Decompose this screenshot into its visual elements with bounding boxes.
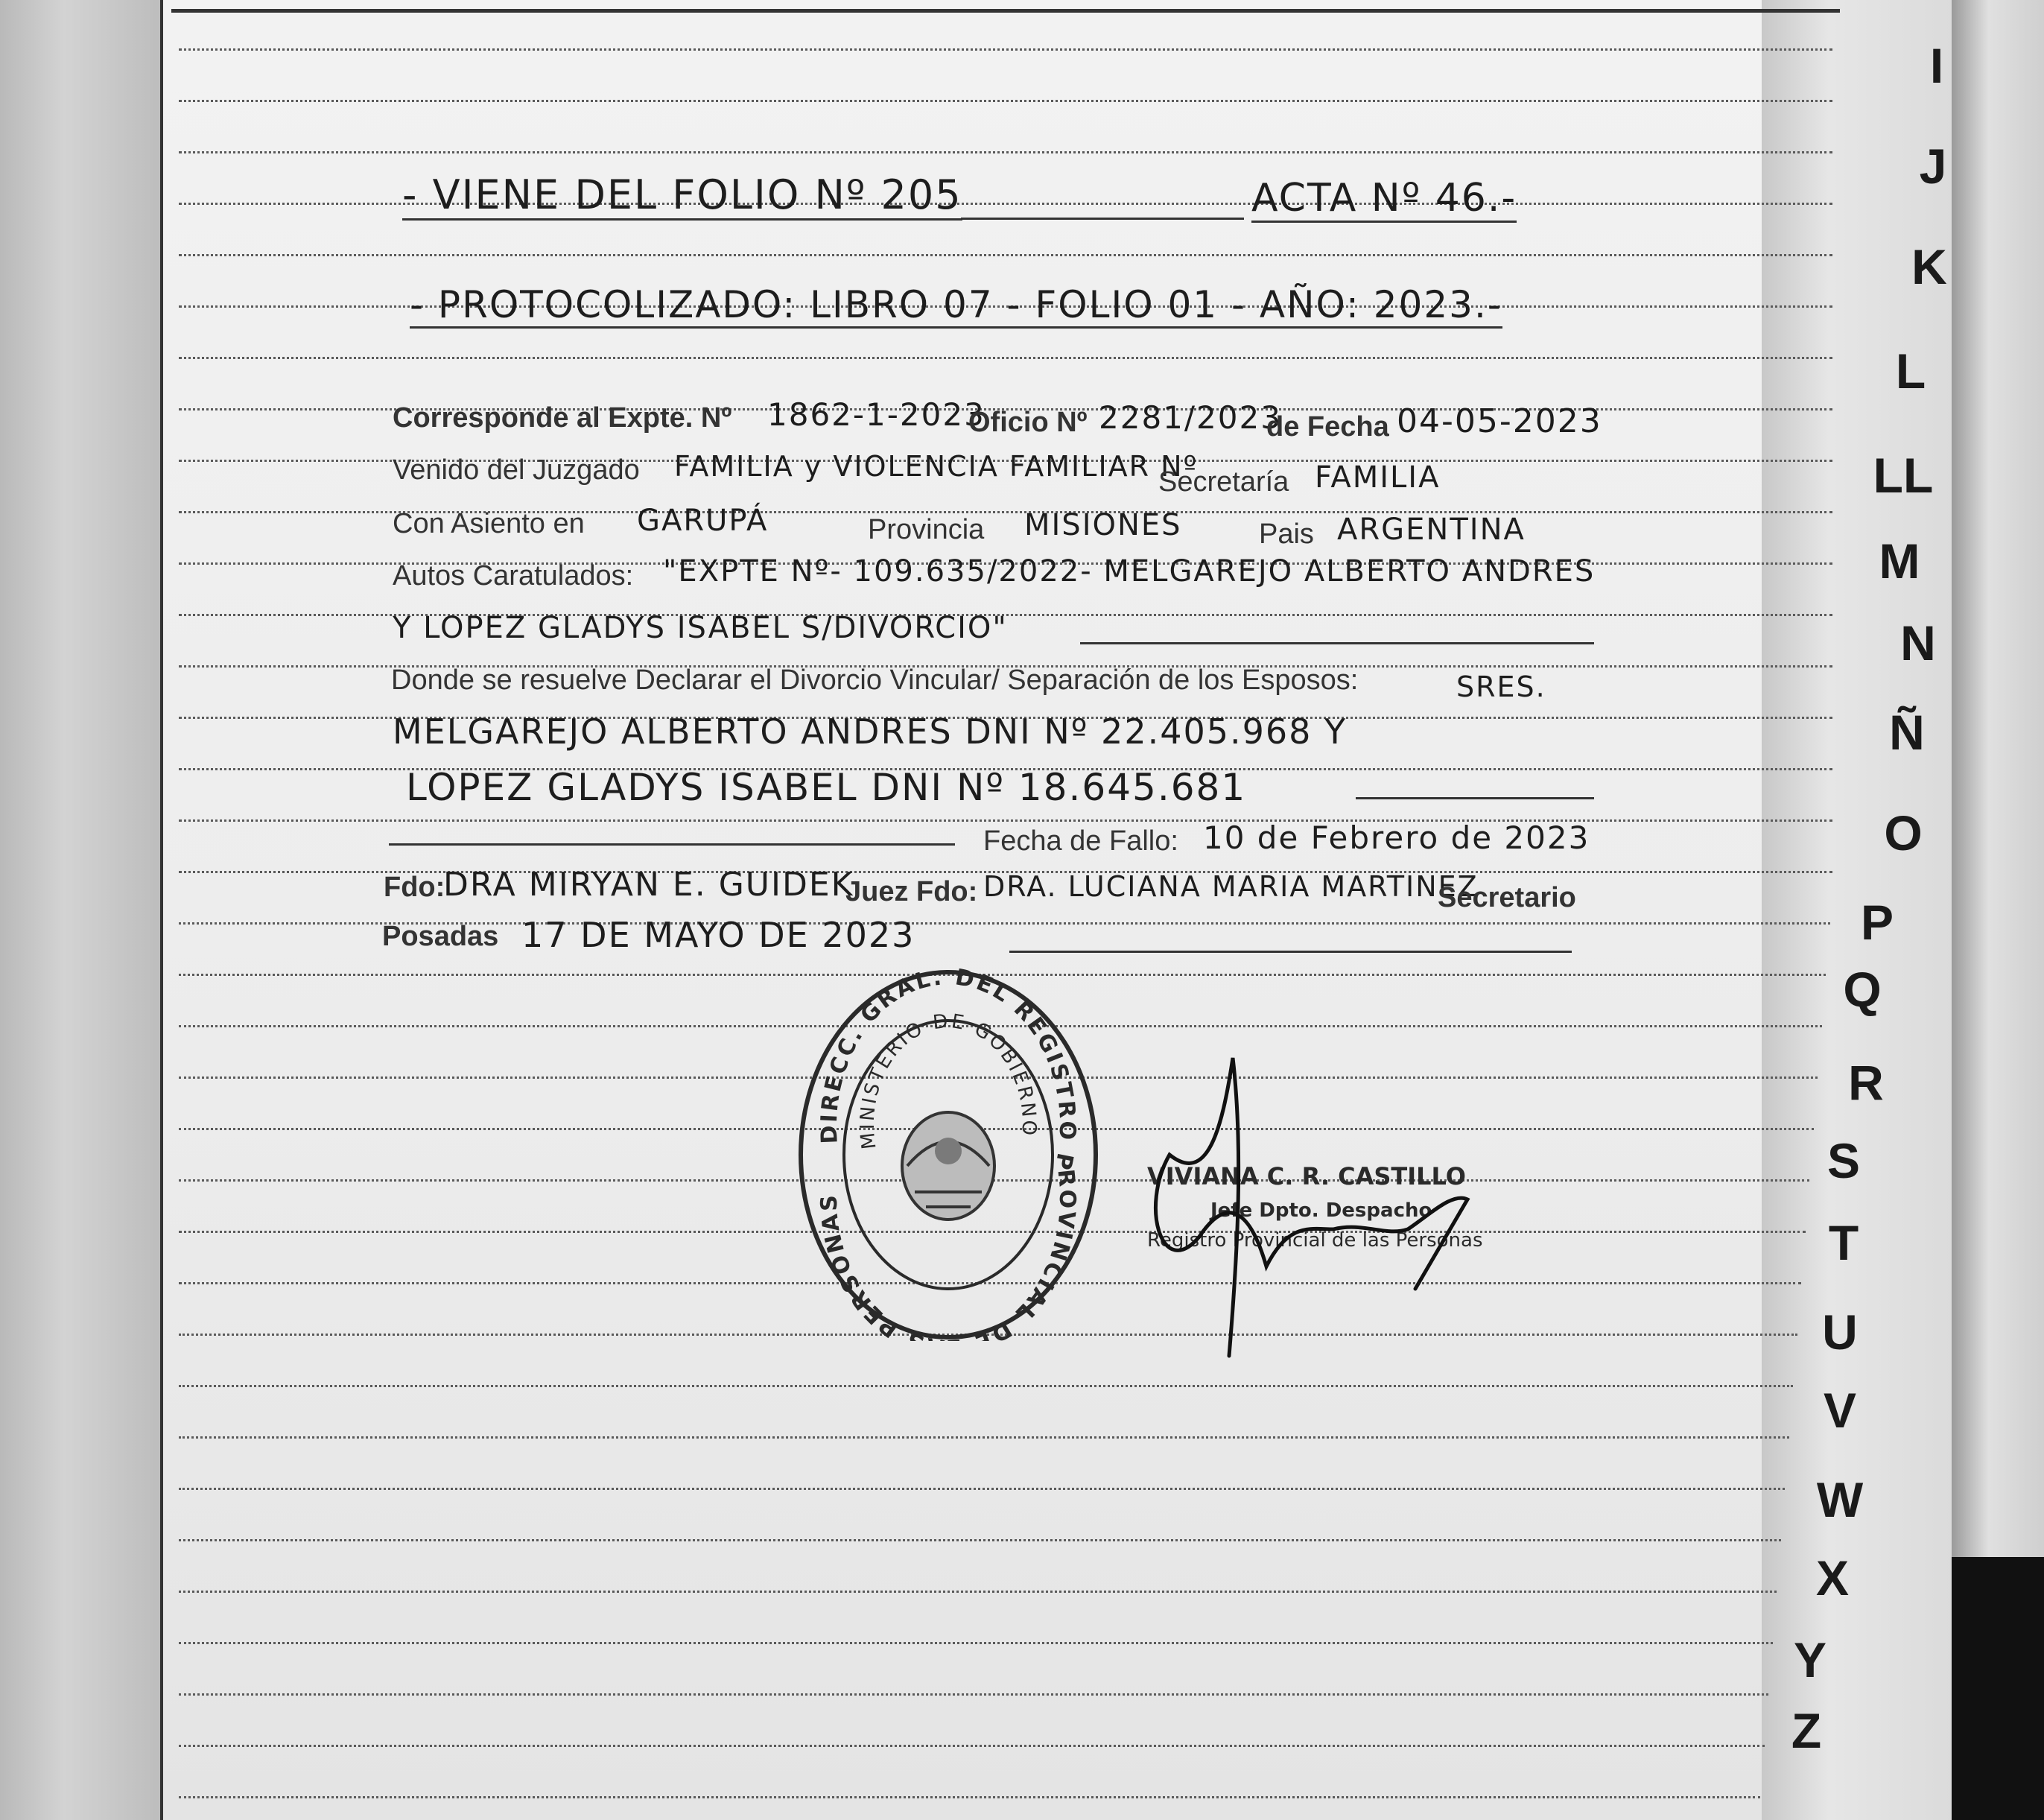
pais-value: ARGENTINA — [1337, 513, 1526, 547]
provincia-value: MISIONES — [1024, 508, 1182, 542]
asiento-value: GARUPÁ — [637, 504, 769, 538]
signature-role: Jefe Dpto. Despacho — [1210, 1199, 1432, 1222]
index-tab-p: P — [1860, 895, 1894, 950]
fdo2-label: Fdo: — [916, 876, 978, 907]
provincia-label: Provincia — [868, 514, 985, 545]
ruled-line — [179, 1693, 1768, 1696]
index-tab-o: O — [1884, 805, 1923, 860]
viene-folio: - VIENE DEL FOLIO Nº 205 — [402, 171, 962, 221]
ruled-line — [179, 1488, 1785, 1490]
secretaria-value: FAMILIA — [1315, 460, 1441, 495]
ruled-line — [179, 151, 1832, 153]
protocolizado-line: - PROTOCOLIZADO: LIBRO 07 - FOLIO 01 - AÑO: 2023.- — [410, 283, 1502, 329]
posadas-value: 17 DE MAYO DE 2023 — [521, 915, 915, 955]
index-tab-z: Z — [1791, 1703, 1822, 1758]
ruled-line — [179, 1539, 1781, 1541]
ruled-line — [179, 1385, 1793, 1387]
ruled-line — [179, 254, 1832, 256]
ruled-line — [179, 1642, 1773, 1644]
ruled-line — [179, 48, 1832, 51]
donde-label: Donde se resuelve Declarar el Divorcio Vincular/ Separación de los Esposos: — [391, 665, 1359, 696]
handwritten-signature-icon — [1140, 1043, 1497, 1378]
esposo1: MELGAREJO ALBERTO ANDRES DNI Nº 22.405.968 Y — [393, 711, 1348, 752]
index-tab-w: W — [1816, 1472, 1864, 1527]
filler-line — [1356, 797, 1594, 799]
filler-line — [389, 843, 955, 846]
ruled-line — [179, 1796, 1760, 1798]
index-tab-s: S — [1826, 1133, 1861, 1188]
fecha-value: 04-05-2023 — [1397, 402, 1602, 440]
posadas-label: Posadas — [382, 921, 499, 952]
secretario-value: DRA. LUCIANA MARIA MARTINEZ — [983, 870, 1479, 903]
index-tab-r: R — [1848, 1055, 1884, 1110]
esposos-prefix: SRES. — [1456, 670, 1546, 703]
index-tab-t: T — [1828, 1215, 1859, 1270]
secretario-label: Secretario — [1438, 882, 1576, 913]
index-tab-y: Y — [1793, 1632, 1827, 1687]
pais-label: Pais — [1259, 519, 1314, 550]
juez-value: DRA MIRYAN E. GUIDEK — [443, 866, 854, 904]
ruled-line — [179, 1745, 1765, 1747]
expte-value: 1862-1-2023 — [767, 396, 986, 433]
filler-line — [1080, 642, 1594, 644]
filler-line — [1009, 951, 1572, 953]
index-tab-v: V — [1823, 1383, 1857, 1438]
fallo-label: Fecha de Fallo: — [983, 825, 1178, 857]
filler-line — [961, 218, 1244, 220]
stamp-outer-text: DIRECC. GRAL. DEL REGISTRO PROVINCIAL DE S PERSONAS — [816, 968, 1081, 1341]
ruled-line — [179, 1436, 1789, 1439]
juez-label: Juez — [845, 876, 909, 907]
autos-line2: Y LOPEZ GLADYS ISABEL S/DIVORCIO" — [393, 611, 1008, 645]
index-tab-k: K — [1911, 239, 1947, 294]
ruled-line — [179, 357, 1832, 359]
official-seal-stamp — [796, 968, 1101, 1341]
fdo-label: Fdo: — [384, 872, 445, 903]
signature-block — [1140, 1043, 1497, 1378]
secretaria-label: Secretaría — [1158, 466, 1289, 498]
ruled-line — [179, 1591, 1777, 1593]
index-tab-q: Q — [1843, 962, 1882, 1017]
fecha-label: de Fecha — [1266, 411, 1389, 443]
oficio-label: Oficio Nº — [968, 407, 1088, 438]
venido-label: Venido del Juzgado — [393, 454, 640, 486]
index-tab-i: I — [1929, 38, 1944, 93]
asiento-label: Con Asiento en — [393, 508, 585, 539]
index-tab-j: J — [1919, 139, 1947, 194]
stamp-inner-text: MINISTERIO DE GOBIERNO — [856, 1009, 1041, 1151]
index-tab-ñ: Ñ — [1889, 705, 1925, 760]
signature-office: Registro Provincial de las Personas — [1147, 1229, 1483, 1252]
acta-number: ACTA Nº 46.- — [1251, 176, 1517, 223]
fallo-value: 10 de Febrero de 2023 — [1203, 819, 1590, 856]
esposo2: LOPEZ GLADYS ISABEL DNI Nº 18.645.681 — [406, 766, 1247, 809]
oficio-value: 2281/2023 — [1099, 399, 1282, 436]
index-tab-n: N — [1900, 615, 1936, 670]
index-tab-m: M — [1879, 533, 1920, 589]
index-tab-u: U — [1822, 1304, 1858, 1360]
autos-line1: "EXPTE Nº- 109.635/2022- MELGAREJO ALBERTO ANDRES — [663, 554, 1596, 589]
left-page-edge — [0, 0, 160, 1820]
corresponde-label: Corresponde al Expte. Nº — [393, 402, 732, 434]
top-border-line — [171, 9, 1840, 13]
autos-label: Autos Caratulados: — [393, 560, 634, 592]
signature-name: VIVIANA C. R. CASTILLO — [1147, 1162, 1466, 1190]
index-tab-x: X — [1815, 1550, 1850, 1605]
index-tab-l: L — [1895, 343, 1926, 399]
juzgado-value: FAMILIA y VIOLENCIA FAMILIAR Nº — [674, 450, 1199, 483]
ruled-line — [179, 100, 1832, 102]
coat-of-arms-icon — [902, 1112, 994, 1220]
index-tab-ll: LL — [1873, 448, 1934, 503]
